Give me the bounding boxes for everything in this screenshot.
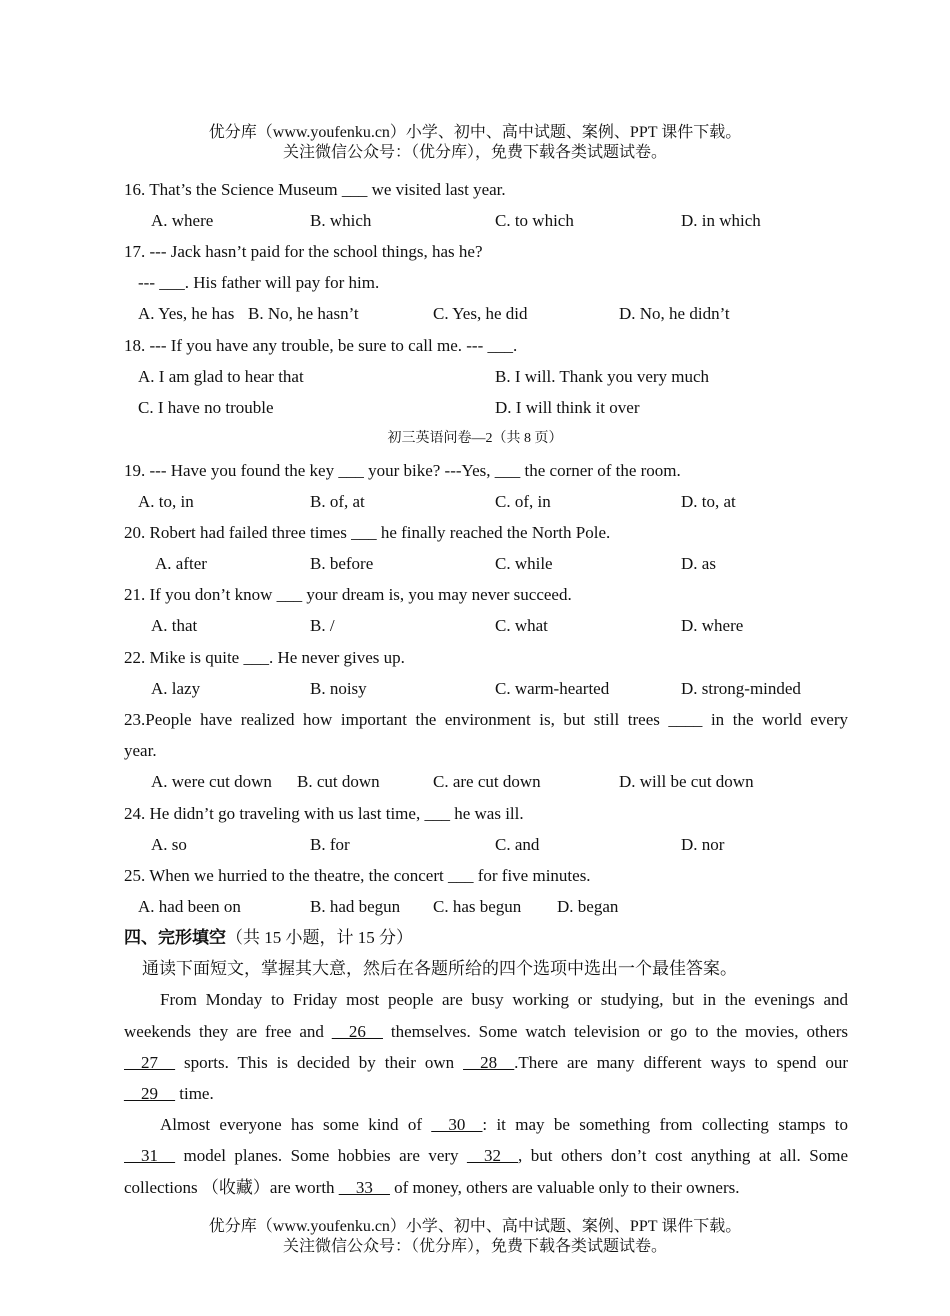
blank-30: __30__ [431, 1115, 483, 1134]
page-label: 初三英语问卷—2（共 8 页） [387, 431, 563, 446]
passage-text: Almost everyone has some kind of [160, 1115, 423, 1134]
q24-option-b: B. for [310, 835, 350, 854]
q20-option-d: D. as [681, 554, 716, 573]
q22-option-c: C. warm-hearted [495, 679, 610, 698]
question-23-stem-continued: year. [124, 741, 157, 760]
q16-option-b: B. which [310, 211, 372, 230]
q24-option-a: A. so [151, 835, 187, 854]
q18-option-c: C. I have no trouble [138, 398, 274, 417]
question-19-stem: 19. --- Have you found the key ___ your bike? ---Yes, ___ the corner of the room. [124, 461, 681, 480]
question-18-stem: 18. --- If you have any trouble, be sure to call me. --- ___. [124, 336, 518, 355]
q21-option-b: B. / [310, 616, 335, 635]
passage-text: time. [179, 1084, 214, 1103]
question-22-stem: 22. Mike is quite ___. He never gives up. [124, 648, 405, 667]
passage-p1-line-3 [124, 1053, 848, 1073]
q24-option-d: D. nor [681, 835, 725, 854]
q25-option-a: A. had been on [138, 897, 241, 916]
passage-text: .There are many different ways to spend our [514, 1053, 848, 1072]
q25-option-d: D. began [557, 897, 619, 916]
blank-31: __31__ [124, 1146, 175, 1165]
q22-option-b: B. noisy [310, 679, 367, 698]
q20-option-c: C. while [495, 554, 553, 573]
q18-option-b: B. I will. Thank you very much [495, 367, 710, 386]
q23-option-d: D. will be cut down [619, 772, 754, 791]
q16-option-a: A. where [151, 211, 214, 230]
question-21-stem: 21. If you don’t know ___ your dream is, you may never succeed. [124, 585, 572, 604]
q18-option-d: D. I will think it over [495, 398, 640, 417]
q17-option-a: A. Yes, he has [138, 304, 235, 323]
question-17-stem: 17. --- Jack hasn’t paid for the school things, has he? [124, 242, 483, 261]
q20-option-b: B. before [310, 554, 374, 573]
question-23-stem: 23.People have realized how important the environment is, but still trees ____ in the world every [124, 710, 848, 729]
blank-33: __33__ [338, 1178, 390, 1197]
q17-option-d: D. No, he didn’t [619, 304, 730, 323]
blank-28: __28__ [463, 1053, 515, 1072]
passage-text: , but others don’t cost anything at all. Some [518, 1146, 848, 1165]
q16-option-d: D. in which [681, 211, 761, 230]
q24-option-c: C. and [495, 835, 540, 854]
question-20-stem: 20. Robert had failed three times ___ he finally reached the North Pole. [124, 523, 611, 542]
passage-p1-line-1: From Monday to Friday most people are busy working or studying, but in the evenings and [160, 990, 848, 1009]
passage-p1-line-2 [124, 1022, 848, 1042]
question-25-stem: 25. When we hurried to the theatre, the concert ___ for five minutes. [124, 866, 591, 885]
question-24-stem: 24. He didn’t go traveling with us last time, ___ he was ill. [124, 804, 524, 823]
section-4-instruction: 通读下面短文，掌握其大意，然后在各题所给的四个选项中选出一个最佳答案。 [142, 959, 737, 978]
passage-p2-line-3 [124, 1178, 848, 1198]
q23-option-c: C. are cut down [433, 772, 541, 791]
q25-option-b: B. had begun [310, 897, 401, 916]
question-16-stem: 16. That’s the Science Museum ___ we visited last year. [124, 180, 506, 199]
passage-p2-line-1 [160, 1115, 848, 1135]
header-line-2: 关注微信公众号：（优分库），免费下载各类试题试卷。 [282, 144, 667, 161]
q18-option-a: A. I am glad to hear that [138, 367, 304, 386]
passage-text: model planes. Some hobbies are very [183, 1146, 459, 1165]
passage-p2-line-2 [124, 1146, 848, 1166]
q19-option-b: B. of, at [310, 492, 365, 511]
header-line-1: 优分库（www.youfenku.cn）小学、初中、高中试题、案例、PPT 课件下载。 [208, 124, 742, 141]
passage-text: themselves. Some watch television or go to the movies, others [390, 1022, 848, 1041]
q22-option-d: D. strong-minded [681, 679, 801, 698]
blank-26: __26__ [331, 1022, 383, 1041]
passage-p1-line-4 [124, 1084, 848, 1104]
q23-option-a: A. were cut down [151, 772, 272, 791]
q20-option-a: A. after [155, 554, 207, 573]
q17-option-c: C. Yes, he did [433, 304, 528, 323]
passage-text: : it may be something from collecting stamps to [482, 1115, 848, 1134]
q21-option-d: D. where [681, 616, 744, 635]
q22-option-a: A. lazy [151, 679, 201, 698]
section-4-heading [124, 928, 848, 948]
q16-option-c: C. to which [495, 211, 574, 230]
q25-option-c: C. has begun [433, 897, 522, 916]
question-17-reply: --- ___. His father will pay for him. [138, 273, 380, 292]
passage-text: collections （收藏）are worth [124, 1178, 335, 1197]
blank-29: __29__ [124, 1084, 175, 1103]
section-4-title: 四、完形填空 [124, 928, 226, 947]
footer-line-1: 优分库（www.youfenku.cn）小学、初中、高中试题、案例、PPT 课件下载。 [208, 1218, 742, 1235]
q19-option-d: D. to, at [681, 492, 736, 511]
section-4-note: （共 15 小题，计 15 分） [226, 928, 413, 947]
q21-option-c: C. what [495, 616, 548, 635]
q19-option-a: A. to, in [138, 492, 194, 511]
q23-option-b: B. cut down [297, 772, 380, 791]
footer-line-2: 关注微信公众号：（优分库），免费下载各类试题试卷。 [282, 1238, 667, 1255]
blank-32: __32__ [467, 1146, 519, 1165]
passage-text: weekends they are free and [124, 1022, 324, 1041]
q17-option-b: B. No, he hasn’t [248, 304, 359, 323]
q19-option-c: C. of, in [495, 492, 551, 511]
passage-text: sports. This is decided by their own [183, 1053, 455, 1072]
q21-option-a: A. that [151, 616, 198, 635]
blank-27: __27__ [124, 1053, 175, 1072]
passage-text: of money, others are valuable only to their owners. [394, 1178, 740, 1197]
